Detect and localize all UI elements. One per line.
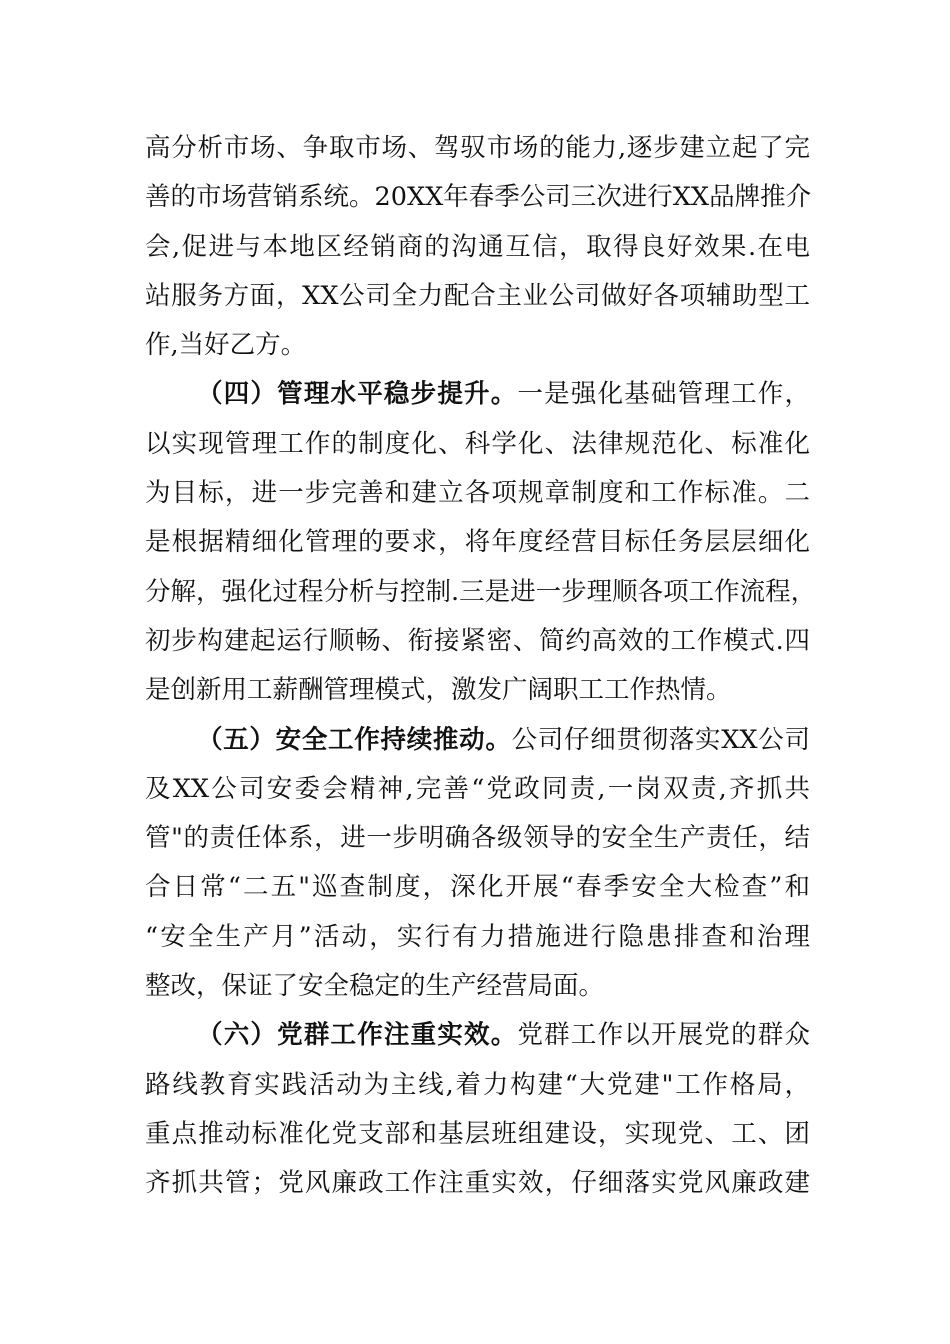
body-text (145, 124, 817, 1209)
section-heading: （五）安全工作持续推动。 (197, 724, 512, 755)
text-line: 整改，保证了安全稳定的生产经营局面。 (145, 971, 605, 1002)
text-line: 管"的责任体系，进一步明确各级领导的安全生产责任，结 (145, 823, 810, 854)
text-line: 初步构建起运行顺畅、衔接紧密、简约高效的工作模式.四 (145, 625, 810, 656)
text-line: 会,促进与本地区经销商的沟通互信，取得良好效果.在电 (145, 231, 810, 262)
text-line: 及XX公司安委会精神,完善“党政同责,一岗双责,齐抓共 (145, 773, 810, 804)
paragraph-market (145, 124, 810, 370)
text-line (145, 1011, 810, 1060)
text-segment: 一是强化基础管理工作， (517, 379, 810, 410)
text-line (145, 716, 810, 765)
section-heading: （四）管理水平稳步提升。 (197, 379, 518, 410)
text-line: “安全生产月”活动，实行有力措施进行隐患排查和治理 (145, 921, 810, 952)
text-line: 站服务方面，XX公司全力配合主业公司做好各项辅助型工 (145, 280, 810, 311)
text-line: 合日常“二五"巡查制度，深化开展“春季安全大检查”和 (145, 872, 810, 903)
text-line (145, 370, 810, 419)
text-segment: 公司仔细贯彻落实XX公司 (511, 724, 810, 755)
text-line: 善的市场营销系统。20XX年春季公司三次进行XX品牌推介 (145, 182, 812, 213)
text-line: 高分析市场、争取市场、驾驭市场的能力,逐步建立起了完 (145, 133, 810, 163)
text-segment: 党群工作以开展党的群众 (517, 1020, 810, 1051)
text-line: 作,当好乙方。 (145, 330, 307, 361)
paragraph-management (145, 370, 817, 715)
text-line: 齐抓共管；党风廉政工作注重实效，仔细落实党风廉政建 (145, 1168, 810, 1199)
text-line: 以实现管理工作的制度化、科学化、法律规范化、标准化 (145, 428, 810, 459)
text-line: 是根据精细化管理的要求，将年度经营目标任务层层细化 (145, 527, 810, 558)
text-line: 重点推动标准化党支部和基层班组建设，实现党、工、团 (145, 1118, 810, 1149)
paragraph-safety (145, 716, 810, 1012)
text-line: 路线教育实践活动为主线,着力构建“大党建"工作格局， (145, 1069, 810, 1100)
text-line: 分解，强化过程分析与控制.三是进一步理顺各项工作流程， (145, 576, 817, 607)
text-line: 是创新用工薪酬管理模式，激发广阔职工工作热情。 (145, 675, 732, 706)
paragraph-party (145, 1011, 810, 1208)
text-line: 为目标，进一步完善和建立各项规章制度和工作标准。二 (145, 478, 810, 509)
section-heading: （六）党群工作注重实效。 (197, 1020, 518, 1051)
